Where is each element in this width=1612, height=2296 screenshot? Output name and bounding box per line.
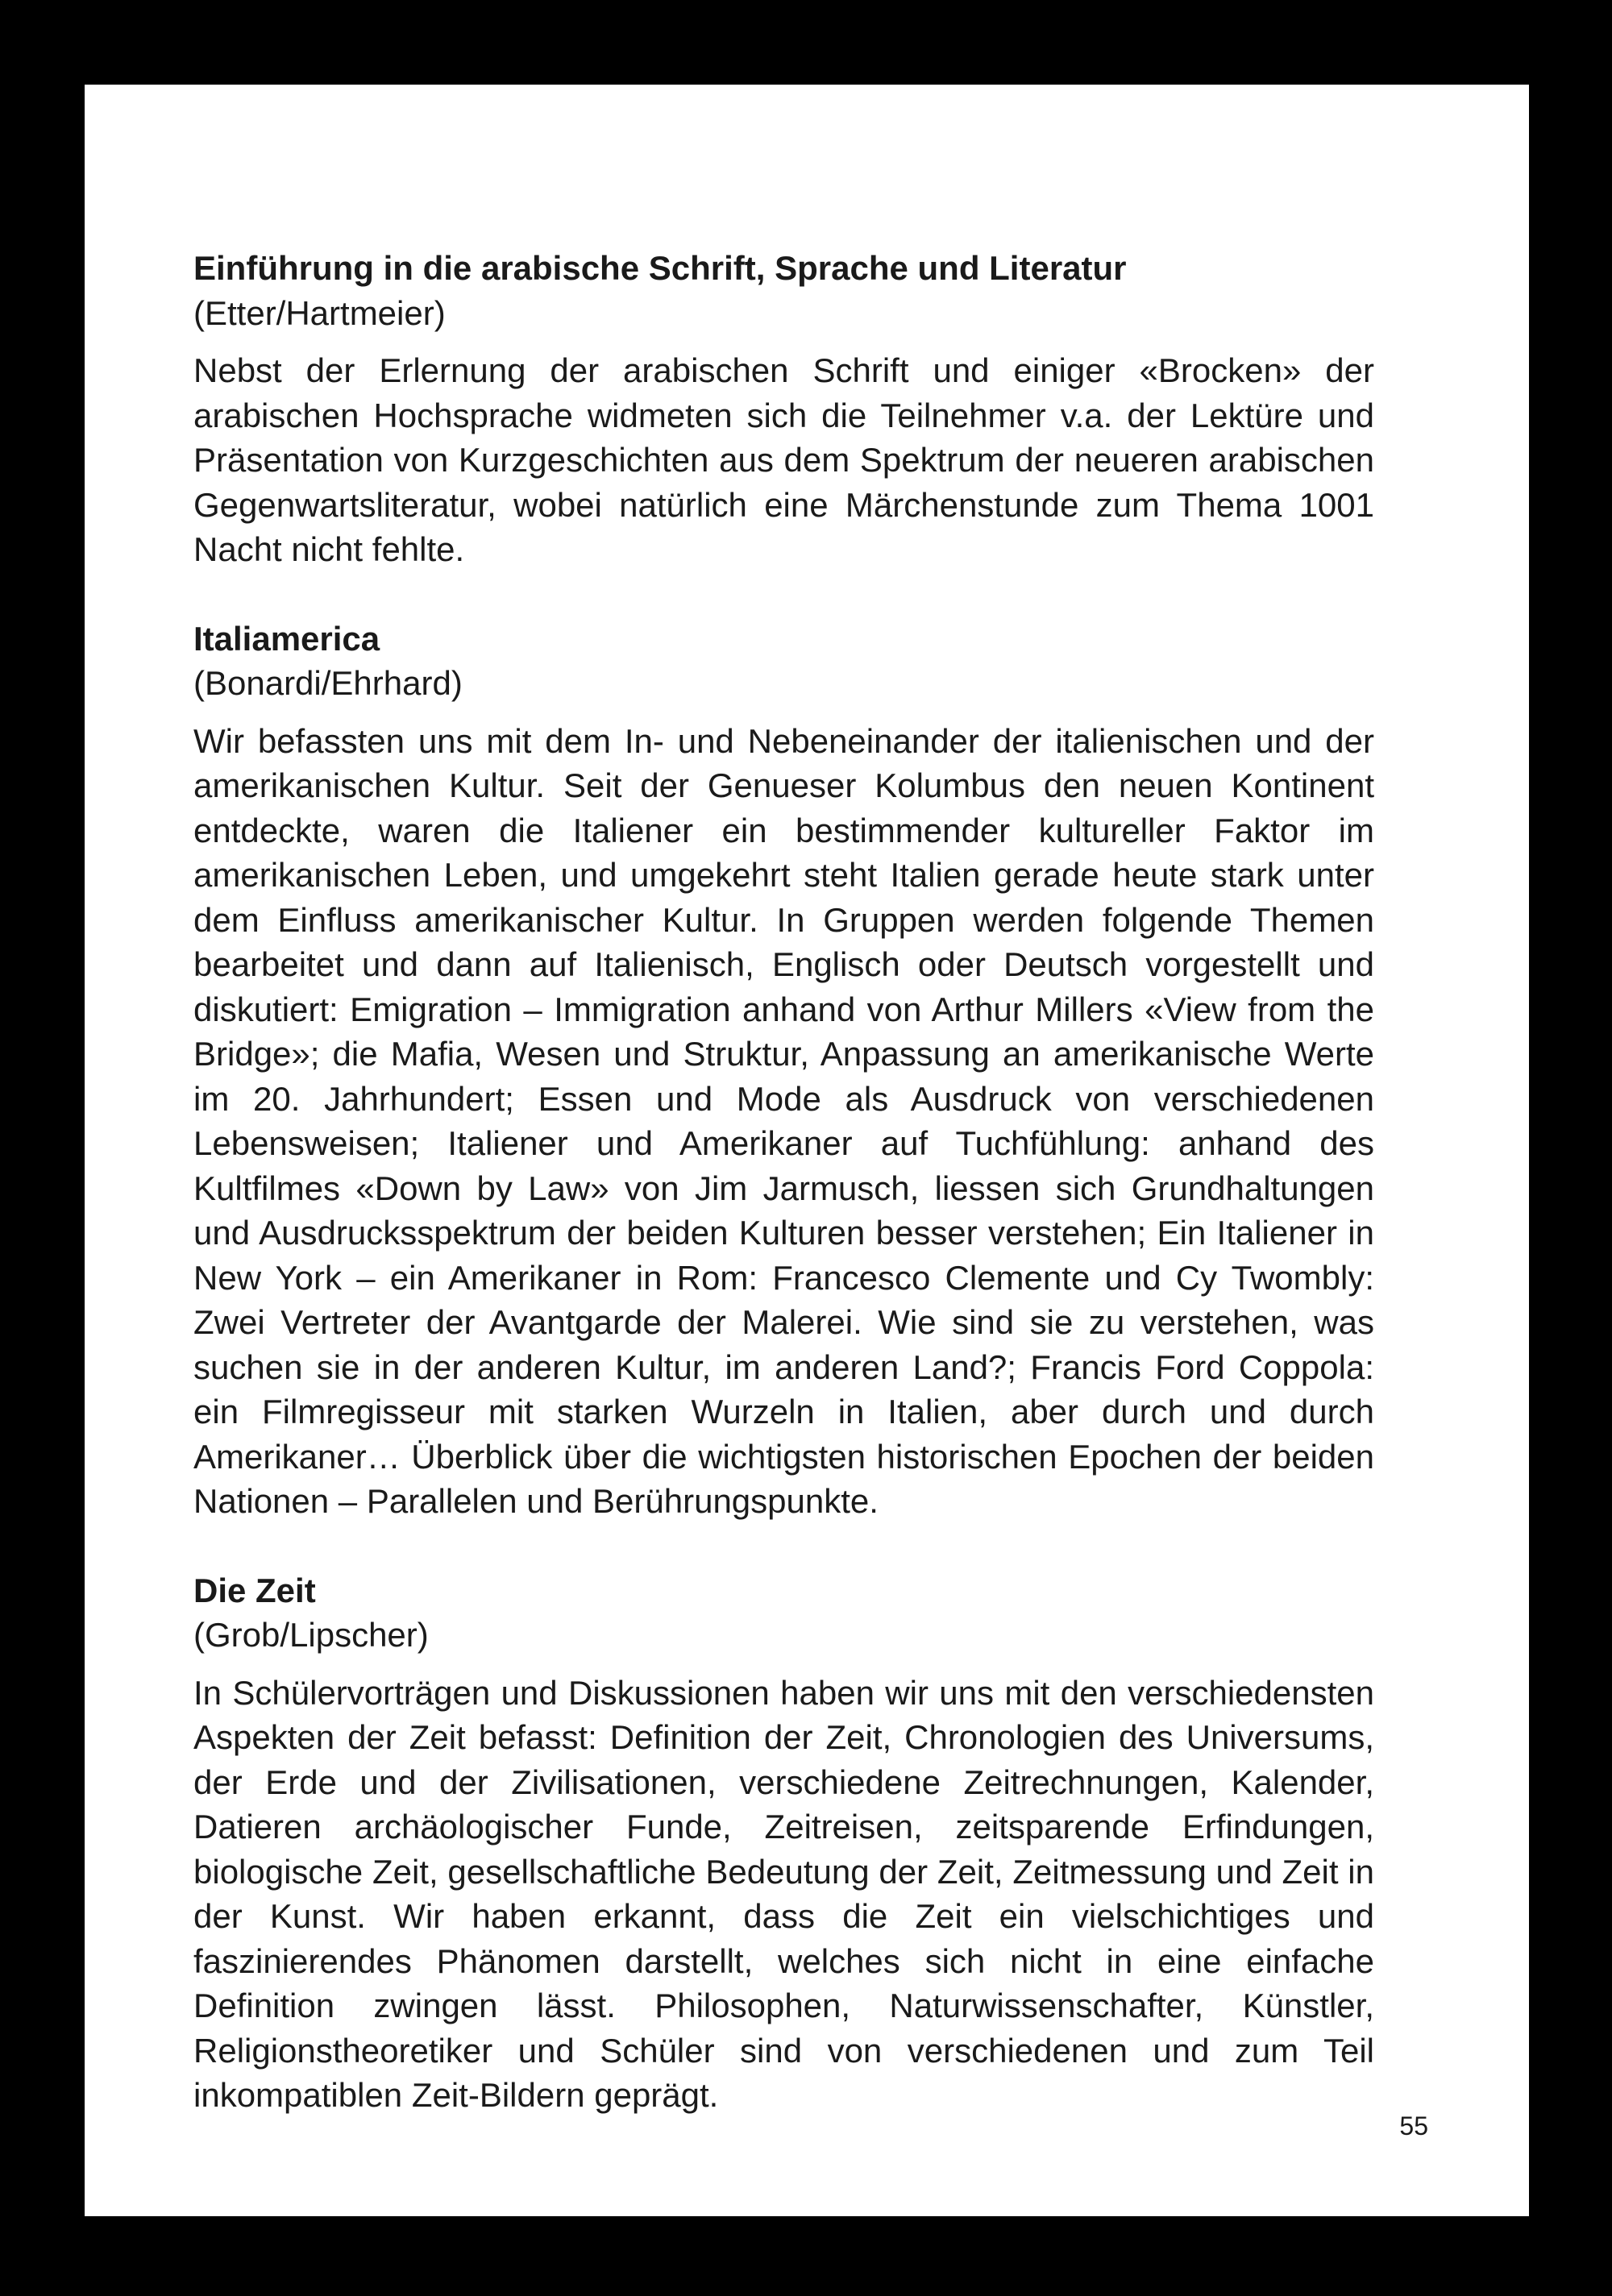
- section-authors: (Grob/Lipscher): [193, 1616, 429, 1654]
- section-arabic: [193, 246, 1374, 572]
- page-number: 55: [1399, 2111, 1428, 2140]
- section-heading: Die Zeit: [193, 1571, 316, 1609]
- section-body: In Schülervorträgen und Diskussionen haben wir uns mit den verschiedensten Aspekten der Zeit befasst: Definition der Zeit, Chronologien des Universums, der Erde und der Zivilisationen, verschiedene Zeitrechnungen, Kalender, Datieren archäologischer Funde, Zeitreisen, zeitsparende Erfindungen, biologische Zeit, gesellschaftliche Bedeutung der Zeit, Zeitmessung und Zeit in der Kunst. Wir haben erkannt, dass die Zeit ein vielschichtiges und faszinierendes Phänomen darstellt, welches sich nicht in eine einfache Definition zwingen lässt. Philosophen, Naturwissenschafter, Künstler, Religionstheoretiker und Schüler sind von verschiedenen und zum Teil inkompatiblen Zeit-Bildern geprägt.: [193, 1673, 1374, 2114]
- section-authors: (Etter/Hartmeier): [193, 293, 446, 332]
- page-content: [193, 246, 1374, 2118]
- section-body: Wir befassten uns mit dem In- und Nebeneinander der italienischen und der amerikanischen Kultur. Seit der Genueser Kolumbus den neuen Kontinent entdeckte, waren die Italiener ein bestimmender kultureller Faktor im amerikanischen Leben, und umgekehrt steht Italien gerade heute stark unter dem Einfluss amerikanischer Kultur. In Gruppen werden folgende Themen bearbeitet und dann auf Italienisch, Englisch oder Deutsch vorgestellt und diskutiert: Emigration – Immigration anhand von Arthur Millers «View from the Bridge»; die Mafia, Wesen und Struktur, Anpassung an amerikanische Werte im 20. Jahrhundert; Essen und Mode als Ausdruck von verschiedenen Lebensweisen; Italiener und Amerikaner auf Tuchfühlung: anhand des Kultfilmes «Down by Law» von Jim Jarmusch, liessen sich Grundhaltungen und Ausdrucksspektrum der beiden Kulturen besser verstehen; Ein Italiener in New York – ein Amerikaner in Rom: Francesco Clemente und Cy Twombly: Zwei Vertreter der Avantgarde der Malerei. Wie sind sie zu verstehen, was suchen sie in der anderen Kultur, im anderen Land?; Francis Ford Coppola: ein Filmregisseur mit starken Wurzeln in Italien, aber durch und durch Amerikaner… Überblick über die wichtigsten historischen Epochen der beiden Nationen – Parallelen und Berührungspunkte.: [193, 721, 1374, 1520]
- section-italiamerica: [193, 617, 1374, 1524]
- section-die-zeit: [193, 1568, 1374, 2118]
- document-page: [85, 85, 1529, 2216]
- section-heading: Einführung in die arabische Schrift, Sprache und Literatur: [193, 249, 1127, 287]
- section-body: Nebst der Erlernung der arabischen Schrift und einiger «Brocken» der arabischen Hochsprache widmeten sich die Teilnehmer v.a. der Lektüre und Präsentation von Kurzgeschichten aus dem Spektrum der neueren arabischen Gegenwartsliteratur, wobei natürlich eine Märchenstunde zum Thema 1001 Nacht nicht fehlte.: [193, 351, 1374, 568]
- section-authors: (Bonardi/Ehrhard): [193, 664, 463, 702]
- section-heading: Italiamerica: [193, 619, 380, 658]
